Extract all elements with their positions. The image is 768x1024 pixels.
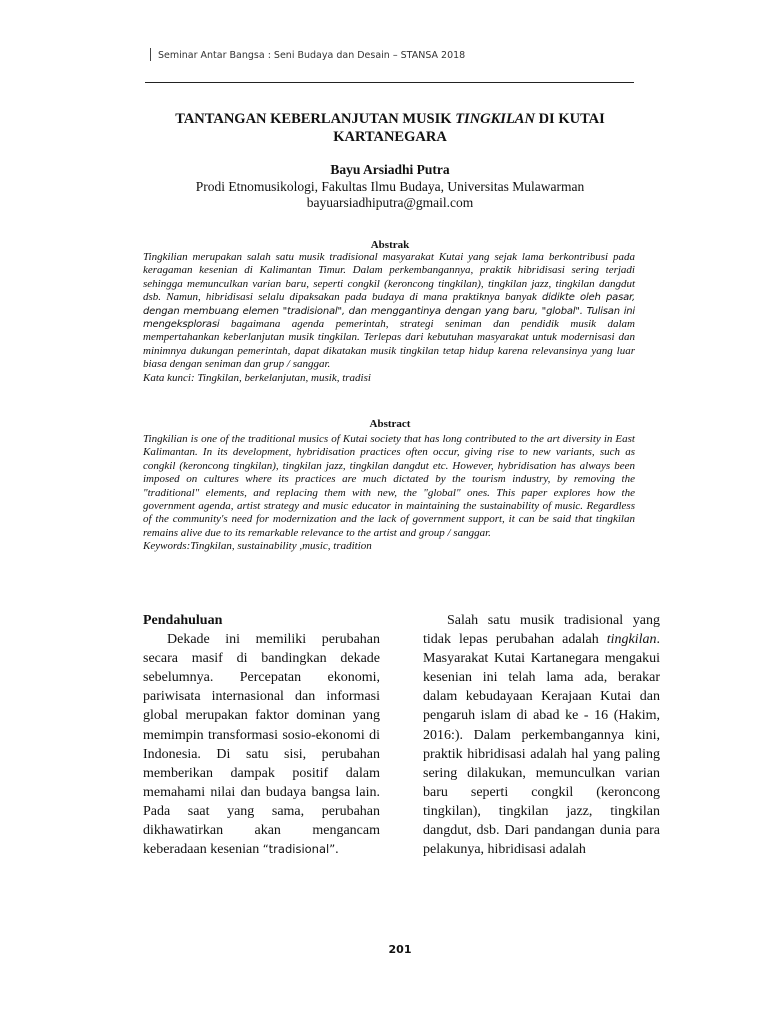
- abstract-text: Tingkilian is one of the traditional musics of Kutai society that has long contributed to the art diversity in East Kalimantan. In its development, hybridisation practices often occur, giving rise to new variants, such as congkil (keroncong tingkilan), tingkilan jazz, tingkilan dangdut etc. However, hybridisation has always been imposed on cultures where its practices are much dictated by the tourism industry, by removing the "traditional" elements, and replacing them with new, the "global" ones. This paper explores how the government agenda, artist strategy and music educator in maintaining the sustainability of music. Regardless of the community's need for modernization and the lack of government support, it can be said that tingkilan remains alive due to its remarkable relevance to the artist and group / sanggar.: [143, 433, 635, 539]
- title-text-italic: TINGKILAN: [455, 111, 535, 127]
- abstrak-heading: Abstrak: [370, 239, 410, 251]
- abstrak-text-1: Tingkilian merupakan salah satu musik tradisional masyarakat Kutai yang sejak lama berkontribusi pada keragaman kesenian di Kalimantan Timur. Dalam perkembangannya, praktik hibridisasi sering terjadi sehingga memunculkan varian baru, seperti congkil (keroncong tingkilan), tingkilan jazz, tingkilan dangdut dsb. Namun, hibridisasi selalu dipaksakan pada budaya di mana praktiknya banyak: [143, 251, 635, 304]
- abstract-keywords: Keywords:Tingkilan, sustainability ,music, tradition: [143, 540, 372, 553]
- author-name: Bayu Arsiadhi Putra: [330, 162, 450, 177]
- title-text-1: TANTANGAN KEBERLANJUTAN MUSIK: [175, 111, 456, 127]
- page-number: 201: [388, 943, 412, 956]
- abstrak-text: [143, 251, 635, 372]
- abstrak-text-handwritten: didikte oleh pasar, dengan membuang elemen "tradisional", dan menggantinya dengan yang baru, "global". Tulisan ini mengeksplorasi: [143, 292, 636, 331]
- abstract-body: [143, 433, 635, 554]
- abstrak-text-2: bagaimana agenda pemerintah, strategi seniman dan pendidik musik dalam mempertahankan keberlanjutan musik tingkilan. Terlepas dari kebutuhan masyarakat untuk modernisasi dan minimnya dukungan pemerintah, dapat dikatakan musik tingkilan tetap hidup karena relevansinya yang luar biasa dengan seniman dan grup / sanggar.: [143, 318, 635, 371]
- header-bar: [150, 48, 151, 61]
- paragraph-1-end: .: [335, 842, 339, 858]
- abstrak-keywords: Kata kunci: Tingkilan, berkelanjutan, musik, tradisi: [143, 371, 371, 384]
- abstract-heading: Abstract: [369, 418, 411, 430]
- title-text-2: DI KUTAI KARTANEGARA: [333, 111, 605, 145]
- paragraph-1-quote: “tradisional”: [262, 842, 336, 857]
- paper-title: [140, 110, 640, 146]
- section-heading-pendahuluan: Pendahuluan: [143, 613, 223, 628]
- paragraph-1: [143, 630, 380, 859]
- paragraph-2-text-2: . Masyarakat Kutai Kartanegara mengakui kesenian ini telah lama ada, berakar dalam kebudayaan Kerajaan Kutai dan pengaruh islam di abad ke - 16 (Hakim, 2016:). Dalam perkembangannya kini, praktik hibridisasi adalah hal yang paling sering dilakukan, memunculkan varian baru seperti congkil (keroncong tingkilan), tingkilan jazz, tingkilan dangdut, dsb. Dari pandangan dunia para pelakunya, hibridisasi adalah: [423, 632, 660, 858]
- author-email: bayuarsiadhiputra@gmail.com: [306, 195, 474, 210]
- paragraph-1-text: Dekade ini memiliki perubahan secara masif di bandingkan dekade sebelumnya. Percepatan ekonomi, pariwisata internasional dan informasi global merupakan faktor dominan yang memimpin transformasi sosio-ekonomi di Indonesia. Di satu sisi, perubahan memberikan dampak positif dalam memahami nilai dan budaya bangsa lain. Pada saat yang sama, perubahan dikhawatirkan akan mengancam keberadaan kesenian: [143, 632, 380, 858]
- paragraph-2-italic: tingkilan: [606, 632, 657, 648]
- abstrak-body: [143, 251, 635, 385]
- right-column: [423, 611, 660, 859]
- paragraph-2-text-1: Salah satu musik tradisional yang tidak lepas perubahan adalah: [423, 613, 660, 648]
- running-head: [150, 48, 630, 61]
- running-head-text: Seminar Antar Bangsa : Seni Budaya dan Desain – STANSA 2018: [158, 50, 466, 61]
- left-column: [143, 611, 380, 859]
- paragraph-2: [423, 611, 660, 859]
- header-rule: [145, 82, 634, 83]
- author-affiliation: Prodi Etnomusikologi, Fakultas Ilmu Budaya, Universitas Mulawarman: [195, 179, 585, 194]
